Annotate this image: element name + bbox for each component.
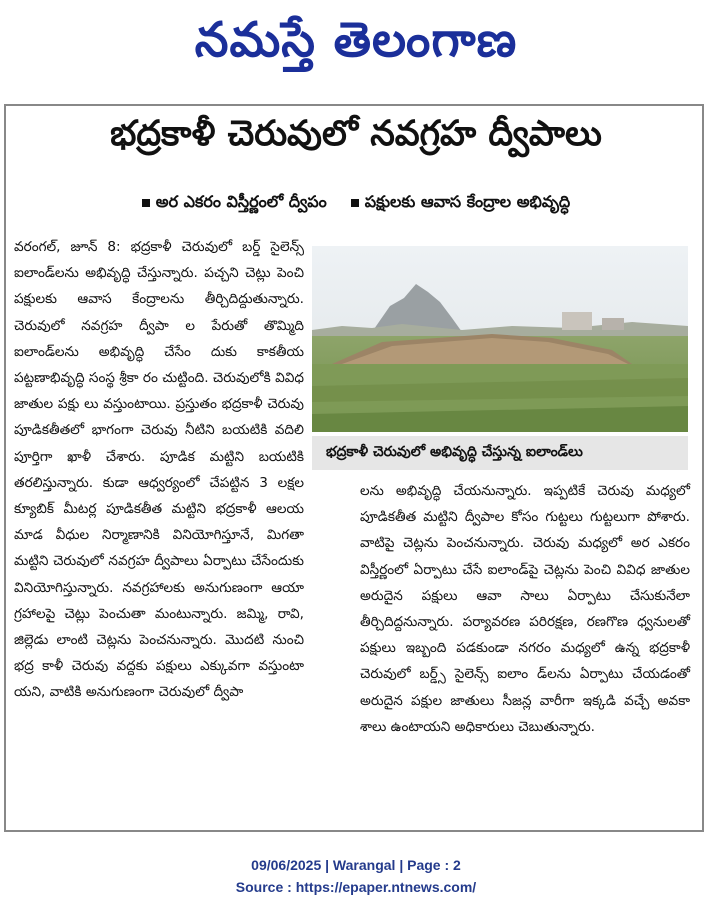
headline: భద్రకాళీ చెరువులో నవగ్రహ ద్వీపాలు: [110, 114, 602, 154]
article-clipping: [4, 104, 704, 832]
body-text-left: వరంగల్, జూన్ 8: భద్రకాళీ చెరువులో బర్డ్ సైలెన్స్ ఐలాండ్‌లను అభివృద్ధి చేస్తున్నారు. పచ్చని చెట్లు పెంచి పక్షులకు ఆవాస కేంద్రాలను తీర్చిదిద్దుతున్నారు. చెరువులో నవగ్రహ ద్వీపా ల పేరుతో తొమ్మిది ఐలాండ్‌లను అభివృద్ధి చేసేం దుకు కాకతీయ పట్టణాభివృద్ధి సంస్థ శ్రీకా రం చుట్టింది. చెరువులోకి వివిధ జాతుల పక్షు లు వస్తుంటాయి. ప్రస్తుతం భద్రకాళీ చెరువు పూడికతీతలో భాగంగా చెరువు నీటిని బయటికి వదిలి పూర్తిగా ఖాళీ చేశారు. పూడిక మట్టిని బయటికి తరలిస్తున్నారు. కుడా ఆధ్వర్యంలో చేపట్టిన 3 లక్షల క్యూబిక్ మీటర్ల పూడికతీత మట్టిని భద్రకాళీ ఆలయ మాడ వీధుల నిర్మాణానికి వినియోగిస్తూనే, మిగతా మట్టిని చెరువులో నవగ్రహ ద్వీపాలు ఏర్పాటు చేసేందుకు వినియోగిస్తున్నారు. నవగ్రహాలకు అనుగుణంగా ఆయా గ్రహాలపై చెట్లు పెంచుతా మంటున్నారు. జమ్మి, రావి, జిల్లెడు లాంటి చెట్లను పెంచనున్నారు. మొదటి నుంచి భద్ర కాళీ చెరువు వద్దకు పక్షులు ఎక్కువగా వస్తుంటా యని, వాటికి అనుగుణంగా చెరువులో ద్వీపా: [14, 239, 304, 701]
article-photo: [312, 246, 688, 432]
body-column-left: [14, 234, 344, 706]
lake-island-photo: [312, 246, 688, 432]
source-url: Source : https://epaper.ntnews.com/: [235, 879, 477, 895]
subhead-1: అర ఎకరం విస్తీర్ణంలో ద్వీపం: [142, 192, 327, 215]
subhead-2: పక్షులకు ఆవాస కేంద్రాల అభివృద్ధి: [351, 192, 570, 215]
subheads: [6, 192, 706, 215]
date-edition-page: 09/06/2025 | Warangal | Page : 2: [251, 857, 461, 873]
newspaper-name: నమస్తే తెలంగాణ: [194, 12, 518, 68]
masthead: [0, 0, 712, 92]
bullet-icon: [142, 199, 150, 207]
photo-caption: భద్రకాళీ చెరువులో అభివృద్ధి చేస్తున్న ఐలాండ్‌లు: [312, 436, 688, 470]
body-text-right: లను అభివృద్ధి చేయనున్నారు. ఇప్పటికే చెరువు మధ్యలో పూడికతీత మట్టిని ద్వీపాల కోసం గుట్టలు గుట్టలుగా పోశారు. వాటిపై చెట్లను పెంచనున్నారు. చెరువు మధ్యలో అర ఎకరం విస్తీర్ణంలో ఏర్పాటు చేసే ఐలాండ్‌పై చెట్లను పెంచి వివిధ జాతుల అరుదైన పక్షులు ఆవా సాలు ఏర్పాటు చేసుకునేలా తీర్చిదిద్దనున్నారు. పర్యావరణ పరిరక్షణ, రణగొణ ధ్వనులతో పక్షులు ఇబ్బంది పడకుండా నగరం మధ్యలో ఉన్న భద్రకాళీ చెరువులో బర్డ్స్ సైలెన్స్ ఐలాం డ్‌లను ఏర్పాటు చేయడంతో అరుదైన పక్షుల జాతులు సీజన్ల వారీగా ఇక్కడి వచ్చే అవకా శాలు ఉంటాయని అధికారులు చెబుతున్నారు.: [360, 483, 690, 735]
source-footer: [0, 854, 712, 898]
bullet-icon: [351, 199, 359, 207]
body-column-right: [360, 478, 690, 740]
